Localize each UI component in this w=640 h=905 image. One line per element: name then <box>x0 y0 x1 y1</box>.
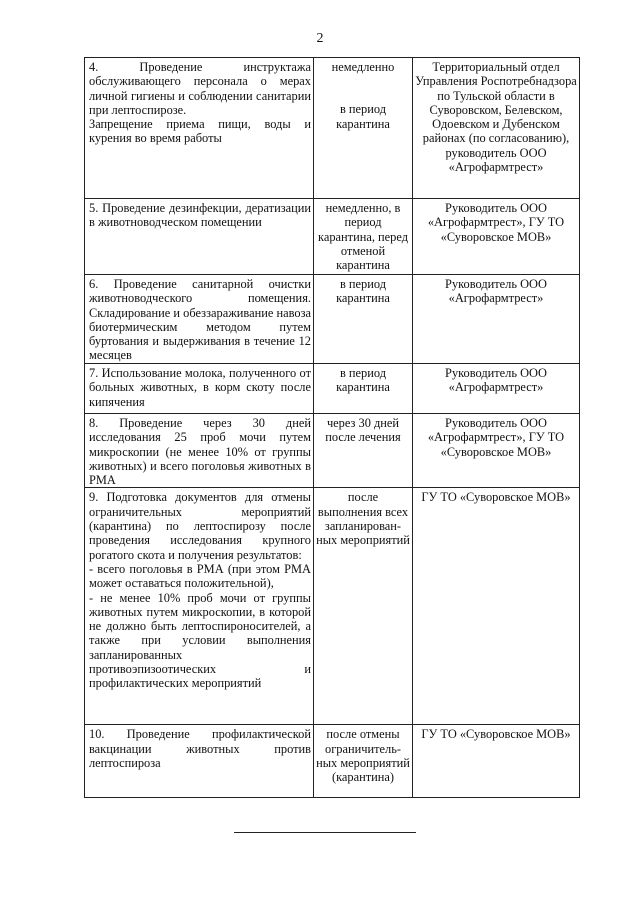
term-cell: после отмены ограничитель-ных мероприятий (карантина) <box>314 725 413 798</box>
term-cell: через 30 дней после лечения <box>314 414 413 488</box>
term-text: немедленно <box>331 60 395 74</box>
action-text: 9. Подготовка документов для отмены ограничительных мероприятий (карантина) по лептоспирозу после проведения исследования крупного рогатого скота и получения результатов: <box>89 490 311 562</box>
term-text: в период карантина <box>336 102 390 131</box>
term-cell <box>314 58 413 199</box>
responsible-cell: ГУ ТО «Суворовское МОВ» <box>413 725 580 798</box>
action-cell: 5. Проведение дезинфекции, дератизации в животноводческом помещении <box>85 199 314 275</box>
table-row <box>85 364 580 414</box>
responsible-cell: Территориальный отдел Управления Роспотребнадзора по Тульской области в Суворовском, Белевском, Одоевском и Дубенском районах (по согласованию), руководитель ООО «Агрофармтрест» <box>413 58 580 199</box>
term-cell: немедленно, в период карантина, перед отменой карантина <box>314 199 413 275</box>
responsible-cell: Руководитель ООО «Агрофармтрест», ГУ ТО «Суворовское МОВ» <box>413 199 580 275</box>
term-cell: в период карантина <box>314 364 413 414</box>
action-cell <box>85 58 314 199</box>
page-number: 2 <box>316 31 324 46</box>
table-row <box>85 58 580 199</box>
action-text: - всего поголовья в РМА (при этом РМА может оставаться положительной), <box>89 561 311 591</box>
action-text: - не менее 10% проб мочи от группы животных путем микроскопии, в которой не должно быть лептоспироносителей, а также при условии выполнения запланированных противоэпизоотических и профилактических мероприятий <box>89 590 311 691</box>
action-cell: 6. Проведение санитарной очистки животноводческого помещения. Складирование и обеззараживание навоза биотермическим методом путем буртования и выдерживания в течение 12 месяцев <box>85 275 314 364</box>
action-cell <box>85 488 314 725</box>
responsible-cell: Руководитель ООО «Агрофармтрест», ГУ ТО «Суворовское МОВ» <box>413 414 580 488</box>
footer-divider <box>234 832 416 833</box>
table-row <box>85 199 580 275</box>
table-row <box>85 414 580 488</box>
table-row <box>85 488 580 725</box>
action-text: Запрещение приема пищи, воды и курения во время работы <box>89 117 311 146</box>
table-row <box>85 275 580 364</box>
action-cell: 8. Проведение через 30 дней исследования 25 проб мочи путем микроскопии (не менее 10% от группы животных) и всего поголовья животных в РМА <box>85 414 314 488</box>
action-cell: 10. Проведение профилактической вакцинации животных против лептоспироза <box>85 725 314 798</box>
action-cell: 7. Использование молока, полученного от больных животных, в корм скоту после кипячения <box>85 364 314 414</box>
responsible-cell: Руководитель ООО «Агрофармтрест» <box>413 275 580 364</box>
table-row <box>85 725 580 798</box>
term-cell: в период карантина <box>314 275 413 364</box>
responsible-cell: Руководитель ООО «Агрофармтрест» <box>413 364 580 414</box>
term-cell: после выполнения всех запланирован-ных мероприятий <box>314 488 413 725</box>
measures-table <box>84 57 580 798</box>
action-text: 4. Проведение инструктажа обслуживающего персонала о мерах личной гигиены и соблюдении санитарии при лептоспирозе. <box>89 60 311 117</box>
responsible-cell: ГУ ТО «Суворовское МОВ» <box>413 488 580 725</box>
